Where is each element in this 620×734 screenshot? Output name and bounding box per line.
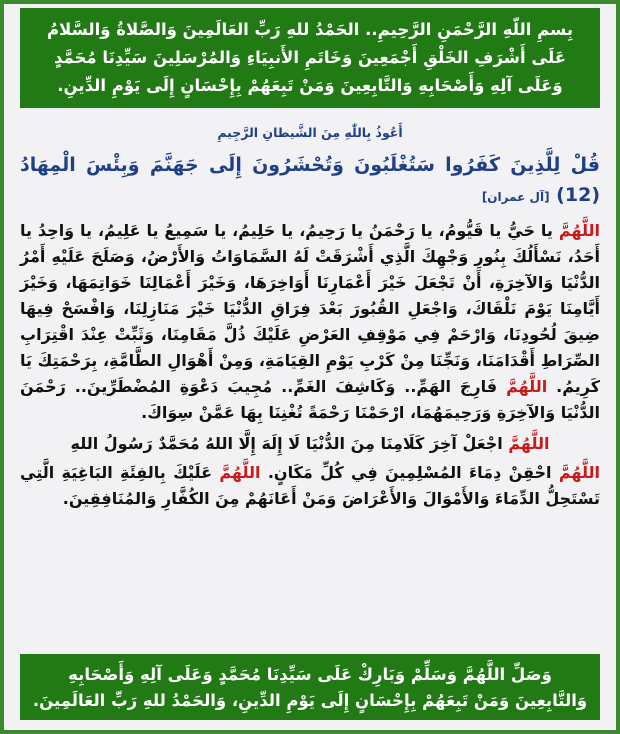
dua-text-4b: عَلَيْكَ بِالفِئَةِ البَاغِيَةِ الَّتِي تَسْتَحِلُّ الدِّمَاءَ وَالأَمْوَالَ وَالأَعْرَاضَ وَمَنْ أَعَانَهُمْ مِنَ الكُفَّارِ وَالمُنَافِقِينَ. bbox=[20, 463, 600, 508]
allahumma-word: اللَّهُمَّ bbox=[558, 221, 600, 240]
dua-text-1: يا حَيُّ يا قَيُّومُ، يا رَحْمَنُ يا رَحِيمُ، يا حَلِيمُ، يا سَمِيعُ يا عَلِيمُ، يا وَاحِدُ يا أَحَدُ، نَسْأَلُكَ بِنُورِ وَجْهِكَ الَّذِي أَشْرَقَتْ لَهُ السَّمَاوَاتُ وَالأَرْضُ، وَصَلَحَ عَلَيْهِ أَمْرُ الدُّنْيَا وَالآخِرَةِ، أَنْ تَجْعَلَ خَيْرَ أَعْمَارِنَا أَوَاخِرَهَا، وَخَيْرَ أَعْمَالِنَا خَوَاتِمَهَا، وَخَيْرَ أَيَّامِنَا يَوْمَ نَلْقَاكَ، وَاجْعَلِ القُبُورَ بَعْدَ فِرَاقِ الدُّنْيَا خَيْرَ مَنَازِلِنَا، وَافْسَحْ فِيهَا ضِيقَ لُحُودِنَا، وَارْحَمْ فِي مَوْقِفِ العَرْضِ عَلَيْكَ ذُلَّ مَقَامِنَا، وَثَبِّتْ عِنْدَ اقْتِرَابِ الصِّرَاطِ أَقْدَامَنَا، وَنَجِّنَا مِنْ كَرْبِ يَوْمِ القِيَامَةِ، وَمِنْ أَهْوَالِ الطَّامَّةِ، بِرَحْمَتِكَ يَا كَرِيمُ. bbox=[20, 221, 601, 396]
dua-paragraph-1 bbox=[20, 218, 600, 426]
quran-verse bbox=[20, 150, 600, 212]
verse-text: قُلْ لِلَّذِينَ كَفَرُوا سَتُغْلَبُونَ وَتُحْشَرُونَ إِلَى جَهَنَّمَ وَبِئْسَ الْمِهَادُ (12) bbox=[20, 154, 600, 206]
allahumma-word: اللَّهُمَّ bbox=[508, 434, 550, 453]
footer-banner bbox=[20, 654, 600, 720]
dua-text-2b: وَكَاشِفَ الغَمِّ.. مُجِيبَ دَعْوَةِ المُضْطَرِّينَ.. رَحْمَنَ الدُّنْيَا وَالآخِرَةِ وَرَحِيمَهُمَا، ارْحَمْنَا رَحْمَةً تُغْنِنَا بِهَا عَمَّنْ سِوَاكَ. bbox=[20, 377, 600, 422]
dua-paragraph-final bbox=[20, 460, 600, 512]
footer-text: وَصَلِّ اللَّهُمَّ وَسَلِّمْ وَبَارِكْ عَلَى سَيِّدِنَا مُحَمَّدٍ وَعَلَى آلِهِ وَأَصْحَابِهِ وَالتَّابِعِينَ وَمَنْ تَبِعَهُمْ بِإِحْسَانٍ إِلَى يَوْمِ الدِّينِ، وَالحَمْدُ للهِ رَبِّ العَالَمِينَ. bbox=[32, 665, 588, 710]
shahada-line bbox=[16, 430, 604, 458]
header-text: بِسمِ اللّهِ الرَّحْمَنِ الرَّحِيمِ.. الحَمْدُ للهِ رَبِّ العَالَمِينَ وَالصَّلاةُ وَالسَّلامُ عَلَى أَشْرَفِ الخَلْقِ أَجْمَعِينَ وَخَاتَمِ الأَنبِيَاءِ وَالمُرْسَلِينَ سَيِّدِنَا مُحَمَّدٍ وَعَلَى آلِهِ وَأَصْحَابِهِ وَالتَّابِعِينَ وَمَنْ تَبِعَهُمْ بِإِحْسَانٍ إِلَى يَوْمِ الدِّينِ. bbox=[46, 20, 574, 95]
shahada-text: اجْعَلْ آخِرَ كَلَامِنَا مِنَ الدُّنْيَا لَا إِلَهَ إِلَّا اللهُ مُحَمَّدٌ رَسُولُ اللهِ bbox=[70, 434, 503, 453]
allahumma-word: اللَّهُمَّ bbox=[219, 463, 261, 482]
dua-text-2a: فَارِجَ الهَمِّ.. bbox=[404, 377, 498, 396]
allahumma-word: اللَّهُمَّ bbox=[558, 463, 601, 482]
allahumma-word: اللَّهُمَّ bbox=[506, 377, 548, 396]
istiadha-line: أَعُوذُ بِاللّٰهِ مِنَ الشَّيطانِ الرَّجِيمِ bbox=[217, 125, 403, 140]
dua-text-4a: احْقِنْ دِمَاءَ المُسْلِمِينَ فِي كُلِّ مَكَانٍ. bbox=[267, 463, 552, 482]
header-banner bbox=[20, 8, 600, 108]
supplication-body bbox=[16, 122, 604, 644]
verse-reference: [آل عمران] bbox=[481, 190, 550, 204]
